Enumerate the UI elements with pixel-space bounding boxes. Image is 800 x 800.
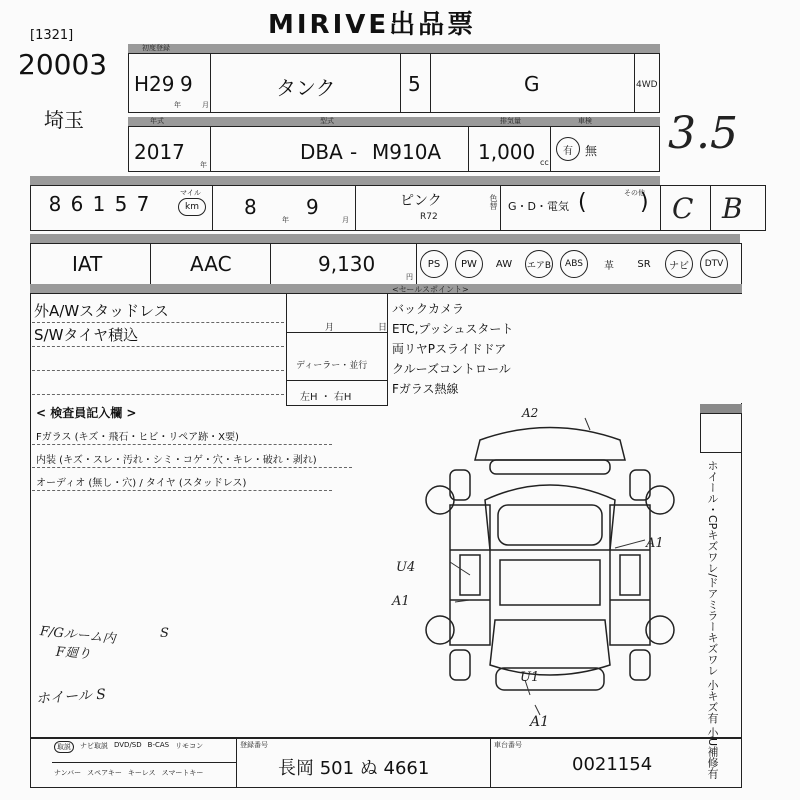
mileage-digit: 5 — [114, 192, 128, 216]
inspector-rule — [32, 467, 352, 468]
displacement: 1,000 — [478, 140, 536, 164]
remark-rule — [32, 370, 284, 371]
row1-header-bar — [128, 44, 660, 53]
model-name: タンク — [276, 76, 336, 100]
mileage-digit: 8 — [48, 192, 62, 216]
plate-number: 長岡 501 ぬ 4661 — [278, 758, 430, 779]
color: ピンク — [400, 193, 442, 209]
shaken-month: 9 — [306, 195, 319, 219]
equipment-option: エアB — [525, 250, 553, 278]
footer-item: スペアキー — [87, 769, 122, 777]
fuel-type: G・D・電気 — [508, 200, 569, 213]
row1-div — [400, 53, 401, 113]
equipment-option: ABS — [560, 250, 588, 278]
equipment-option: PW — [455, 250, 483, 278]
side-note-box — [700, 413, 742, 453]
color-code: R72 — [420, 212, 438, 222]
equipment-option: SR — [637, 258, 651, 270]
footer-item: ナンバー — [54, 769, 82, 777]
inspector-title: < 検査員記入欄 > — [36, 406, 137, 420]
row1-div — [430, 53, 431, 113]
row4-header-bar — [30, 234, 740, 243]
sheet-title: MIRIVE出品票 — [268, 10, 477, 40]
record-rule — [286, 332, 388, 333]
steering-side: 左H ・ 右H — [300, 392, 352, 403]
remark-line: 外A/Wスタッドレス — [34, 302, 169, 320]
footer-item: B-CAS — [147, 741, 170, 749]
row3-div — [710, 185, 711, 231]
grade: G — [524, 72, 540, 96]
row3-div — [500, 185, 501, 231]
chassis-label: 車台番号 — [494, 741, 522, 749]
row2-div — [468, 126, 469, 172]
footer-item: スマートキー — [161, 769, 204, 777]
year-label: 年式 — [150, 117, 164, 125]
paren-close: ) — [640, 190, 649, 215]
aircon: AAC — [190, 252, 232, 276]
row4-div — [150, 243, 151, 285]
interior-score: C — [672, 192, 694, 225]
doors: 5 — [408, 72, 421, 96]
footer-item: リモコン — [175, 742, 204, 750]
footer-items-row2 — [54, 768, 203, 778]
model-year: 2017 — [134, 140, 185, 164]
equipment-option: 革 — [604, 260, 614, 272]
cc-label: 排気量 — [500, 117, 521, 125]
mileage-digit: 6 — [70, 192, 84, 216]
lot-number: 20003 — [18, 48, 108, 81]
yen: 円 — [406, 273, 413, 281]
equipment-row — [420, 250, 740, 280]
damage-tag-a1-right: A1 — [646, 536, 664, 551]
footer-div — [490, 738, 491, 788]
remark-rule — [32, 322, 284, 323]
model-type: M910A — [372, 140, 442, 164]
row3-div — [355, 185, 356, 231]
sales-point: クルーズコントロール — [392, 362, 511, 376]
record-rule — [286, 380, 388, 381]
exterior-score: B — [722, 192, 743, 225]
record-day: 日 — [378, 323, 388, 333]
price: 9,130 — [318, 252, 376, 276]
damage-tag-a1-left: A1 — [392, 594, 410, 609]
evaluation-score: 3.5 — [668, 108, 738, 159]
damage-tag-a2: A2 — [522, 406, 539, 420]
damage-tag-a1-bottom: A1 — [530, 714, 550, 730]
inspector-line: 内装 (キズ・スレ・汚れ・シミ・コゲ・穴・キレ・破れ・剥れ) — [36, 455, 317, 466]
row5-header-bar — [30, 284, 742, 293]
handwritten-note: F廻り — [55, 644, 92, 663]
damage-tag-u1: U1 — [520, 670, 540, 685]
row2-div — [550, 126, 551, 172]
sales-point: 両リヤPスライドドア — [392, 342, 507, 356]
mileage-digits — [44, 192, 154, 216]
footer-item: 取説 — [54, 741, 74, 753]
row3-div — [212, 185, 213, 231]
row3-div — [660, 185, 661, 231]
footer-item: ナビ取説 — [80, 742, 108, 750]
remark-rule — [32, 394, 284, 395]
mileage-digit: 7 — [136, 192, 150, 216]
mile-label: マイル — [180, 189, 201, 197]
handwritten-note: F/Gルーム内 — [39, 624, 117, 647]
cc-unit: cc — [540, 158, 549, 167]
footer-items-row1 — [54, 741, 203, 753]
footer-div — [236, 738, 237, 788]
first-reg-label: 初度登録 — [142, 44, 170, 52]
row4-div — [416, 243, 417, 285]
row1-div — [634, 53, 635, 113]
row2-nen: 年 — [200, 161, 207, 169]
shaken-year: 8 — [244, 195, 257, 219]
damage-tag-u4: U4 — [396, 560, 416, 575]
side-note: ホイール・CPキズワレ/ドアミラーキズワレ 小キズ有 小U補修有 — [706, 460, 719, 780]
other-label: その他 — [624, 189, 645, 197]
sales-point: ETC,プッシュスタート — [392, 322, 514, 336]
row3-gatsu: 月 — [342, 216, 349, 224]
paren-open: ( — [578, 190, 587, 215]
footer-item: DVD/SD — [114, 741, 142, 749]
side-header-bar — [700, 404, 742, 413]
first-reg-month: 9 — [180, 72, 193, 96]
drive-type: 4WD — [636, 80, 658, 90]
row3-header-bar — [30, 176, 660, 185]
footer-mid — [52, 762, 236, 763]
remark-line: S/Wタイヤ積込 — [34, 326, 139, 344]
inspector-line: オーディオ (無し・穴) / タイヤ (スタッドレス) — [36, 478, 247, 489]
equipment-option: AW — [495, 258, 513, 270]
mission: IAT — [72, 252, 103, 276]
month-unit: 月 — [202, 101, 209, 109]
km-unit: km — [178, 198, 206, 216]
sales-point: バックカメラ — [392, 302, 465, 316]
color-label: 色替 — [489, 194, 498, 210]
row4-div — [270, 243, 271, 285]
car-damage-diagram — [410, 410, 710, 730]
region: 埼玉 — [44, 108, 84, 132]
record-month: 月 — [325, 323, 335, 333]
model-type-label: 型式 — [320, 117, 334, 125]
row3-nen: 年 — [282, 216, 289, 224]
year-unit: 年 — [174, 101, 181, 109]
shaken-label: 車検 — [578, 117, 592, 125]
equipment-option: DTV — [700, 250, 728, 278]
plate-label: 登録番号 — [240, 741, 268, 749]
dealer-import: ディーラー・並行 — [296, 361, 368, 371]
inspector-line: Fガラス (キズ・飛石・ヒビ・リペア跡・X要) — [36, 432, 239, 443]
lot-code: [1321] — [30, 28, 74, 43]
sales-points-label: <セールスポイント> — [392, 285, 469, 294]
shaken-no: 無 — [585, 144, 598, 158]
equipment-option: ナビ — [665, 250, 693, 278]
mileage-digit: 1 — [92, 192, 106, 216]
equipment-option: PS — [420, 250, 448, 278]
chassis-number: 0021154 — [572, 754, 653, 775]
inspector-rule — [32, 444, 332, 445]
row1-div — [210, 53, 211, 113]
handwritten-note: S — [160, 626, 169, 641]
sales-point: Fガラス熱線 — [392, 382, 459, 396]
shaken-yes: 有 — [556, 137, 580, 161]
footer-item: キーレス — [127, 769, 156, 777]
first-reg-year: H29 — [134, 72, 175, 96]
inspector-rule — [32, 490, 332, 491]
model-type-dash: - — [350, 140, 358, 164]
model-type-prefix: DBA — [300, 140, 343, 164]
handwritten-note: ホイール S — [35, 686, 107, 708]
row2-div — [210, 126, 211, 172]
remark-rule — [32, 346, 284, 347]
